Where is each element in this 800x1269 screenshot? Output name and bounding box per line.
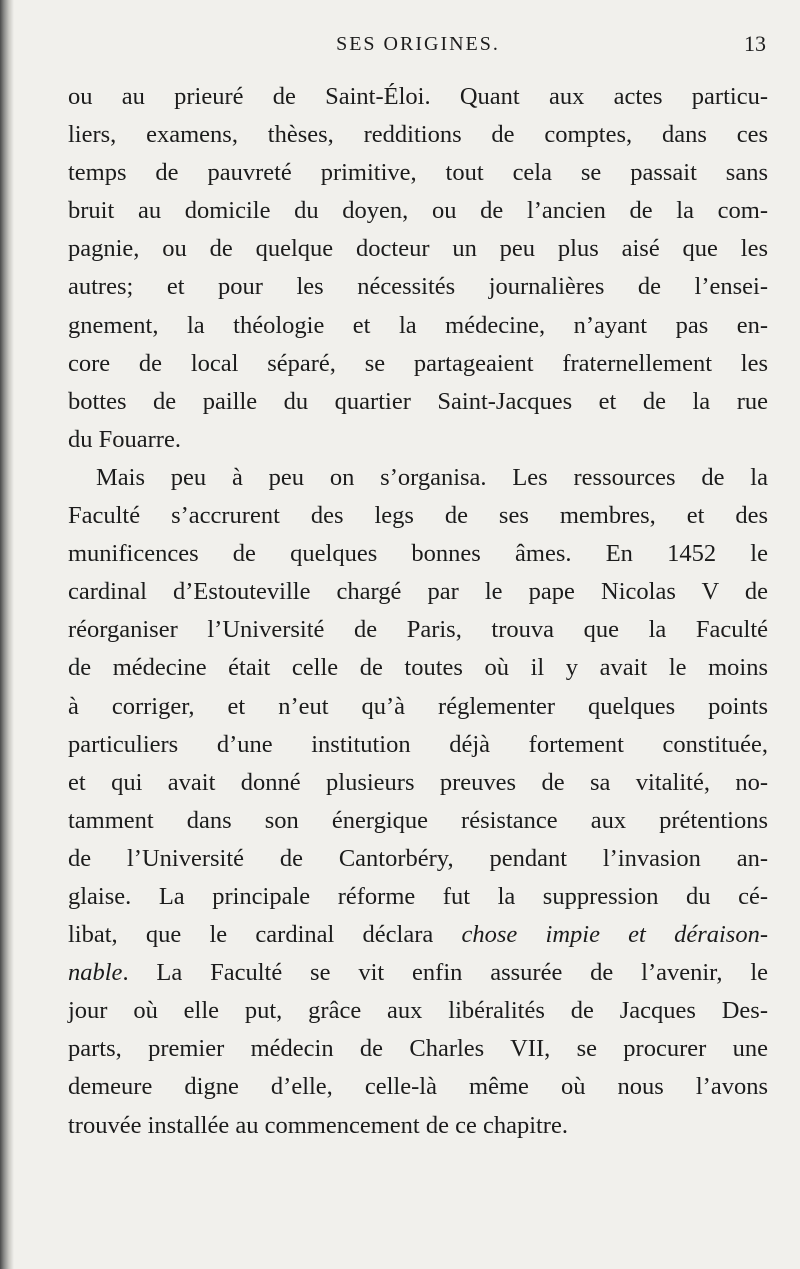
text-line: temps de pauvreté primitive, tout cela se passait sans <box>68 159 768 187</box>
text-line: bottes de paille du quartier Saint-Jacques et de la rue <box>68 387 768 415</box>
text-line: liers, examens, thèses, redditions de comptes, dans ces <box>68 121 768 149</box>
text-line: tamment dans son énergique résistance aux prétentions <box>68 806 768 834</box>
text-line: glaise. La principale réforme fut la suppression du cé- <box>68 882 768 910</box>
text-line: pagnie, ou de quelque docteur un peu plus aisé que les <box>68 235 768 263</box>
text-line: demeure digne d’elle, celle-là même où nous l’avons <box>68 1073 768 1101</box>
text-line: et qui avait donné plusieurs preuves de sa vitalité, no- <box>68 768 768 796</box>
text-line: de médecine était celle de toutes où il y avait le moins <box>68 654 768 682</box>
body-text <box>68 78 768 1145</box>
text-segment: libat, que le cardinal déclara <box>68 921 462 949</box>
text-line: bruit au domicile du doyen, ou de l’ancien de la com- <box>68 197 768 225</box>
text-line: Faculté s’accrurent des legs de ses membres, et des <box>68 502 768 530</box>
text-line: munificences de quelques bonnes âmes. En 1452 le <box>68 540 768 568</box>
italic-phrase: chose impie et déraison- <box>461 921 768 949</box>
text-line: parts, premier médecin de Charles VII, se procurer une <box>68 1035 768 1063</box>
text-line: à corriger, et n’eut qu’à réglementer quelques points <box>68 692 768 720</box>
text-line: cardinal d’Estouteville chargé par le pape Nicolas V de <box>68 578 768 606</box>
text-segment: . La Faculté se vit enfin assurée de l’avenir, le <box>122 959 768 987</box>
text-line <box>68 916 768 954</box>
text-line: particuliers d’une institution déjà fortement constituée, <box>68 730 768 758</box>
text-line: trouvée installée au commencement de ce chapitre. <box>68 1111 568 1139</box>
text-line: Mais peu à peu on s’organisa. Les ressources de la <box>96 463 768 491</box>
text-line: gnement, la théologie et la médecine, n’ayant pas en- <box>68 311 768 339</box>
text-line: ou au prieuré de Saint-Éloi. Quant aux actes particu- <box>68 83 768 110</box>
text-line: réorganiser l’Université de Paris, trouva que la Faculté <box>68 616 768 644</box>
text-line: autres; et pour les nécessités journalières de l’ensei- <box>68 273 768 301</box>
page-number: 13 <box>744 31 766 56</box>
text-line <box>68 954 768 992</box>
running-head <box>68 24 768 64</box>
text-line: du Fouarre. <box>68 425 181 453</box>
text-line: jour où elle put, grâce aux libéralités de Jacques Des- <box>68 997 768 1025</box>
text-line: core de local séparé, se partageaient fraternellement les <box>68 349 768 377</box>
italic-phrase-end: nable <box>68 959 123 987</box>
running-title: SES ORIGINES. <box>336 33 500 55</box>
text-line: de l’Université de Cantorbéry, pendant l’invasion an- <box>68 844 768 872</box>
